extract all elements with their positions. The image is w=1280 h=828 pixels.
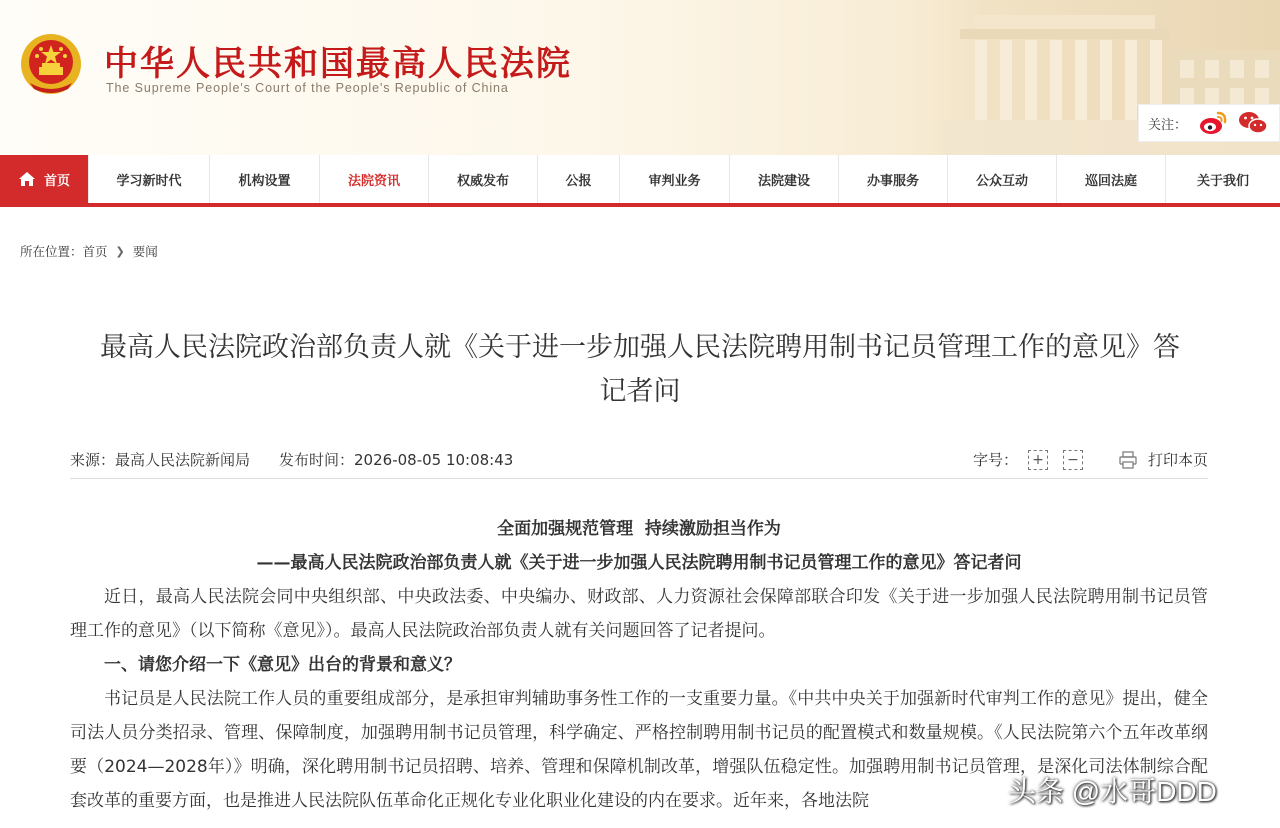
site-header (0, 0, 1280, 155)
article-source: 来源：最高人民法院新闻局 (70, 451, 251, 469)
article-section-heading: 一、请您介绍一下《意见》出台的背景和意义？ (104, 655, 461, 675)
printer-icon (1118, 450, 1138, 470)
article-paragraph: 书记员是人民法院工作人员的重要组成部分，是承担审判辅助事务性工作的一支重要力量。《中共中央关于加强新时代审判工作的意见》提出，健全司法人员分类招录、管理、保障制度，加强聘用制书记员管理，科学确定、严格控制聘用制书记员的配置模式和数量规模。《人民法院第六个五年改革纲要（2024—2028年）》明确，深化聘用制书记员招聘、培养、管理和保障机制改革，增强队伍稳定性。加强聘用制书记员管理，是深化司法体制综合配套改革的重要方面，也是推进人民法院队伍革命化正规化专业化职业化建设的内在要求。近年来，各地法院 (70, 689, 1208, 811)
national-emblem-icon (20, 33, 82, 95)
nav-item-trial[interactable]: 审判业务 (620, 155, 730, 203)
article-title (70, 326, 1210, 414)
article-heading: 全面加强规范管理 持续激励担当作为 (497, 519, 781, 539)
nav-item-gazette[interactable]: 公报 (538, 155, 620, 203)
breadcrumb-news-link[interactable]: 要闻 (132, 244, 158, 259)
weibo-icon[interactable] (1197, 107, 1229, 139)
site-title[interactable]: 中华人民共和国最高人民法院 (104, 44, 572, 84)
nav-item-label: 首页 (43, 173, 70, 189)
watermark: 头条 @水哥DDD (1008, 776, 1217, 807)
nav-item-organization[interactable]: 机构设置 (210, 155, 320, 203)
nav-item-about[interactable]: 关于我们 (1196, 173, 1249, 189)
breadcrumb-home-link[interactable]: 首页 (82, 244, 108, 259)
follow-label: 关注： (1148, 117, 1188, 133)
breadcrumb-label: 所在位置： (20, 244, 83, 259)
fontsize-decrease-button[interactable]: − (1063, 450, 1083, 470)
nav-item-releases[interactable]: 权威发布 (429, 155, 538, 203)
print-button[interactable] (1118, 449, 1208, 470)
nav-item-home[interactable] (0, 155, 89, 203)
site-subtitle: The Supreme People's Court of the People's Republic of China (106, 81, 509, 95)
follow-bar (1138, 104, 1280, 142)
nav-item-services[interactable]: 办事服务 (839, 155, 948, 203)
print-label: 打印本页 (1147, 451, 1208, 469)
fontsize-label: 字号： (972, 451, 1018, 469)
breadcrumb (20, 242, 158, 260)
nav-item-circuit-court[interactable]: 巡回法庭 (1057, 155, 1166, 203)
chevron-right-icon: ❯ (115, 244, 125, 258)
home-icon (18, 171, 36, 187)
main-nav (0, 155, 1280, 207)
article-title-line1: 最高人民法院政治部负责人就《关于进一步加强人民法院聘用制书记员管理工作的意见》答 (100, 332, 1180, 363)
nav-item-interaction[interactable]: 公众互动 (948, 155, 1057, 203)
fontsize-increase-button[interactable]: + (1028, 450, 1048, 470)
article-title-line2: 记者问 (599, 376, 681, 407)
article-paragraph: 近日，最高人民法院会同中央组织部、中央政法委、中央编办、财政部、人力资源社会保障部联合印发《关于进一步加强人民法院聘用制书记员管理工作的意见》（以下简称《意见》）。最高人民法院政治部负责人就有关问题回答了记者提问。 (70, 587, 1208, 641)
nav-item-court-news[interactable]: 法院资讯 (320, 155, 429, 203)
article-publish-time: 发布时间：2026-08-05 10:08:43 (279, 451, 514, 469)
nav-item-study[interactable]: 学习新时代 (89, 155, 210, 203)
article-subheading: ——最高人民法院政治部负责人就《关于进一步加强人民法院聘用制书记员管理工作的意见》答记者问 (256, 553, 1022, 573)
wechat-icon[interactable] (1237, 107, 1269, 139)
article-meta (70, 441, 1208, 479)
nav-item-court-building[interactable]: 法院建设 (730, 155, 839, 203)
